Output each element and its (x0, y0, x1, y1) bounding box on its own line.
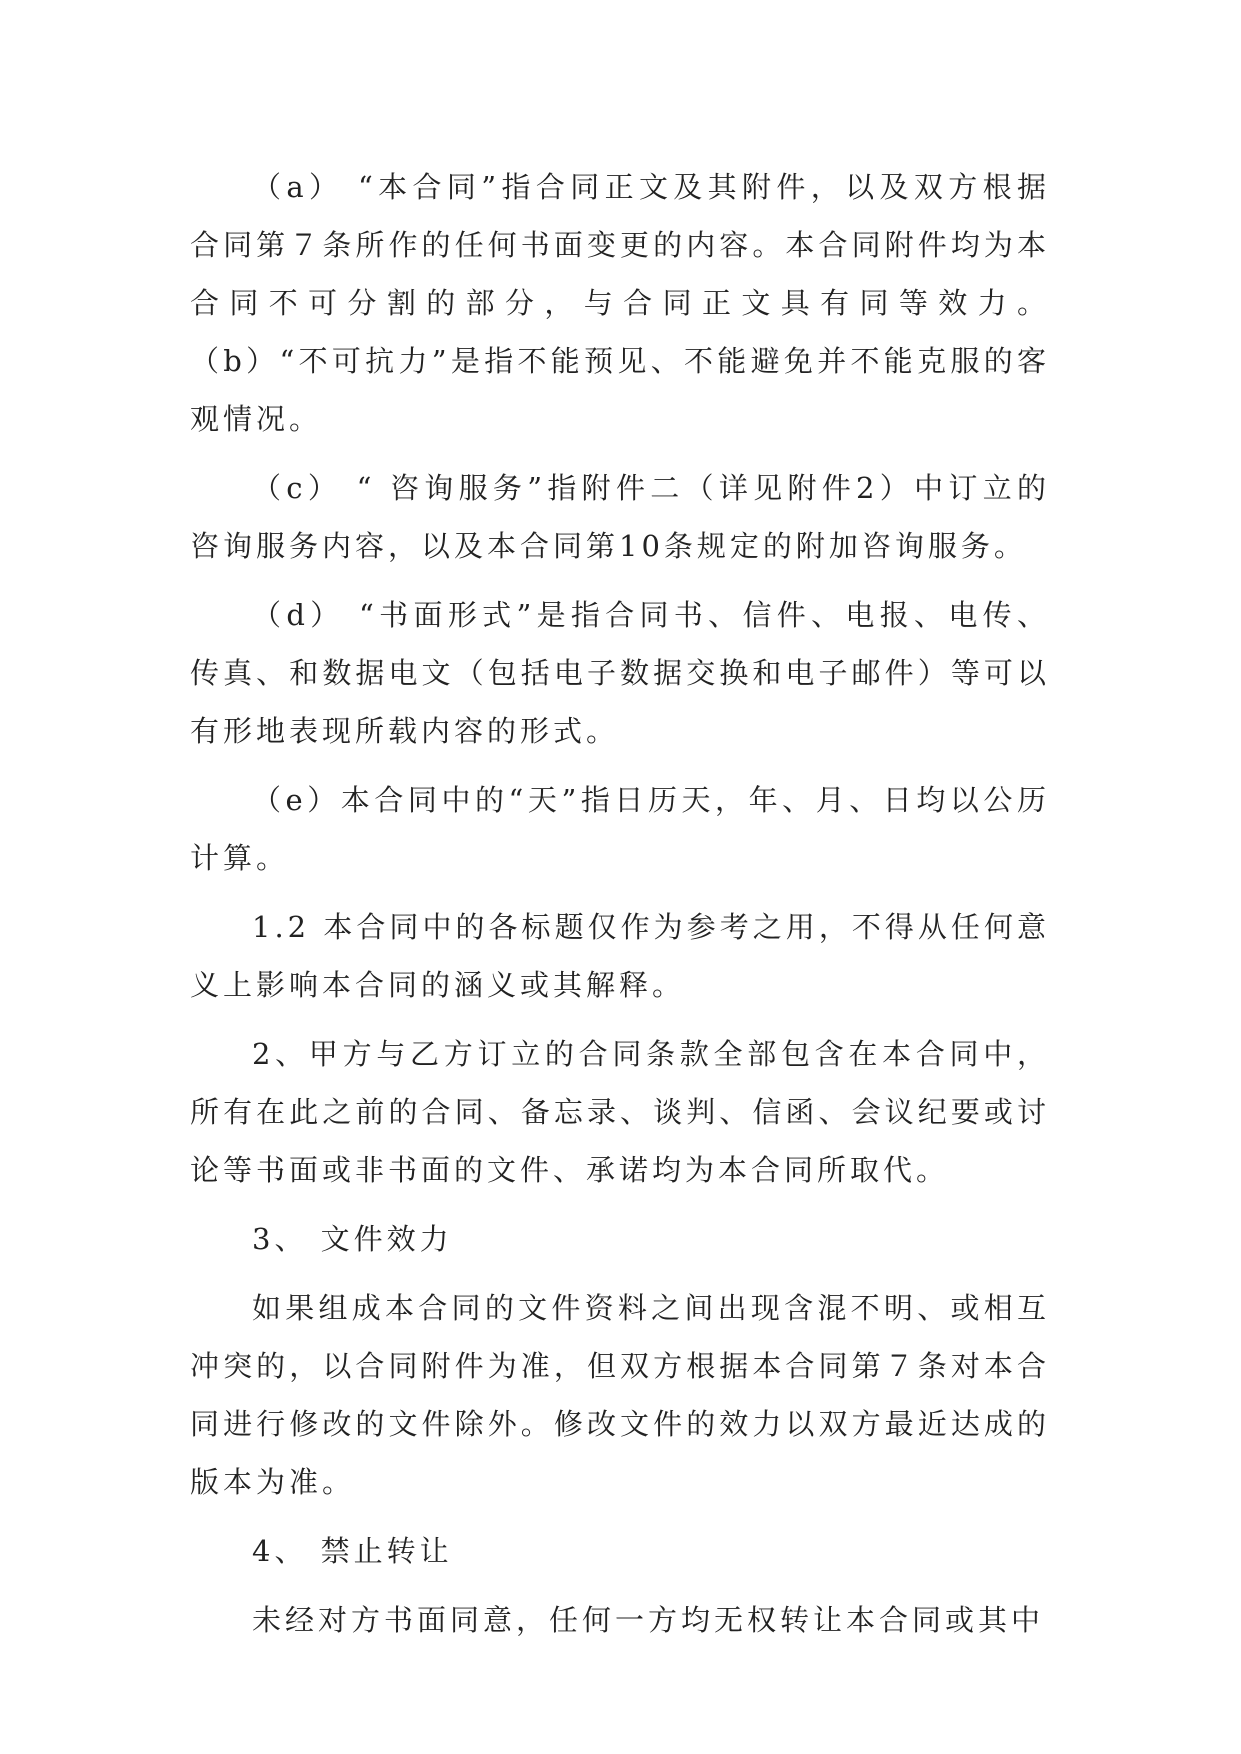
paragraph-definition-d: （d） “书面形式”是指合同书、信件、电报、电传、传真、和数据电文（包括电子数据交换和电子邮件）等可以有形地表现所载内容的形式。 (190, 598, 1050, 748)
paragraph-clause-2: 2、甲方与乙方订立的合同条款全部包含在本合同中，所有在此之前的合同、备忘录、谈判、信函、会议纪要或讨论等书面或非书面的文件、承诺均为本合同所取代。 (190, 1037, 1050, 1187)
section-heading-no-transfer: 4、 禁止转让 (252, 1534, 453, 1568)
paragraph-definition-e: （e）本合同中的“天”指日历天，年、月、日均以公历计算。 (190, 783, 1050, 875)
section-heading-document-effect: 3、 文件效力 (252, 1222, 453, 1256)
paragraph-no-transfer: 未经对方书面同意，任何一方均无权转让本合同或其中 (252, 1603, 1045, 1637)
paragraph-document-effect: 如果组成本合同的文件资料之间出现含混不明、或相互冲突的，以合同附件为准，但双方根据本合同第７条对本合同进行修改的文件除外。修改文件的效力以双方最近达成的版本为准。 (190, 1291, 1050, 1499)
paragraph-definition-c: （c） “ 咨询服务”指附件二（详见附件2）中订立的咨询服务内容，以及本合同第10条规定的附加咨询服务。 (190, 471, 1050, 563)
document-body (190, 158, 1050, 1660)
paragraph-definition-a-b: （a） “本合同”指合同正文及其附件，以及双方根据合同第７条所作的任何书面变更的内容。本合同附件均为本合同不可分割的部分，与合同正文具有同等效力。 （b）“不可抗力”是指不能预见、不能避免并不能克服的客观情况。 (190, 170, 1050, 436)
paragraph-clause-1-2: 1.2 本合同中的各标题仅作为参考之用，不得从任何意义上影响本合同的涵义或其解释。 (190, 910, 1050, 1002)
